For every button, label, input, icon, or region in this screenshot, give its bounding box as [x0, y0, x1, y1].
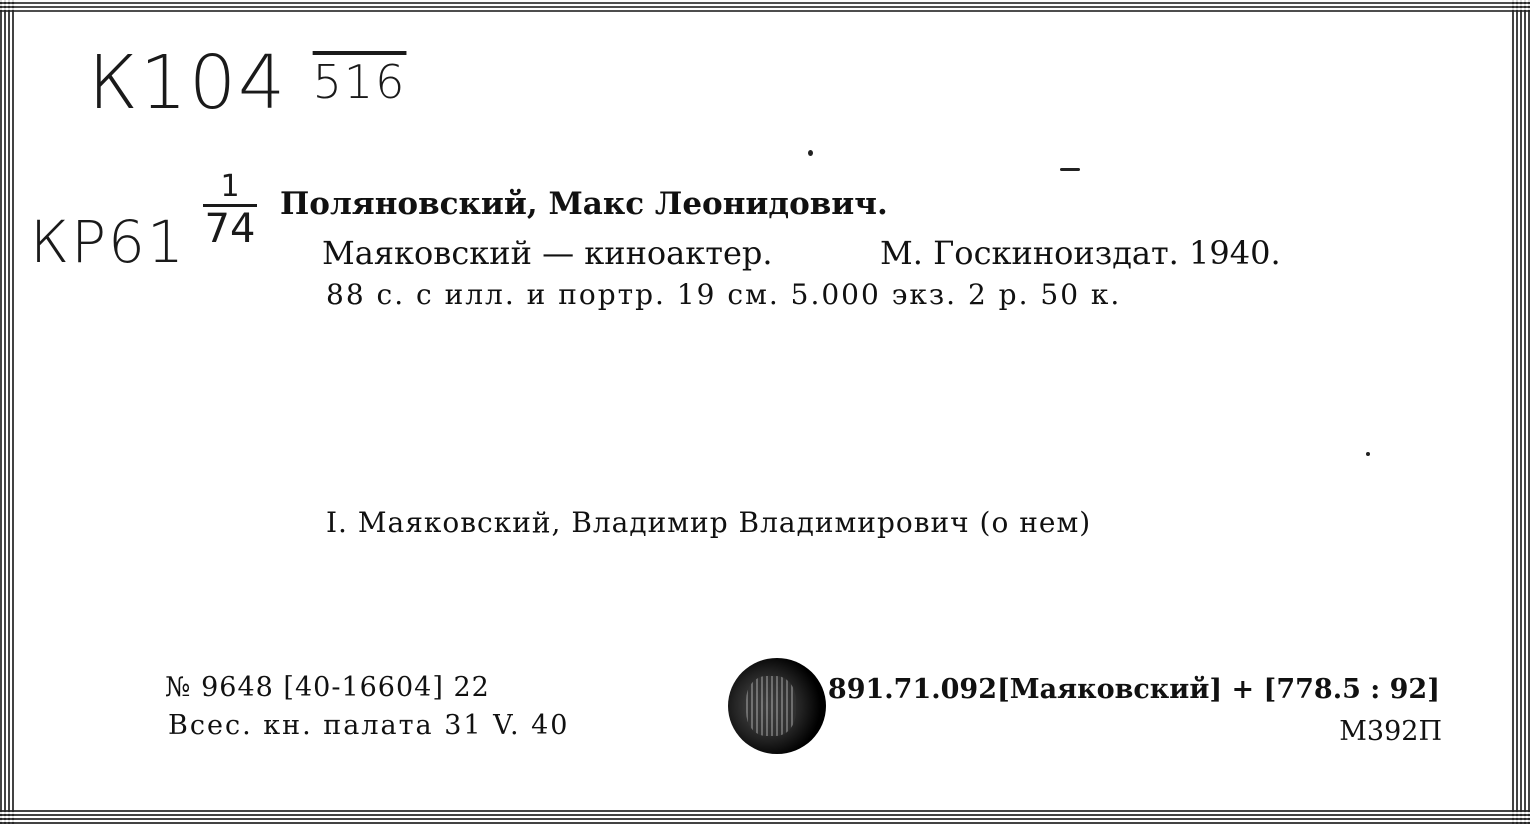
handwritten-call-number-1 — [88, 40, 406, 126]
scan-speck — [808, 150, 813, 156]
fraction-numerator: 1 — [220, 169, 240, 204]
punch-hole — [728, 658, 826, 754]
call-number-1-main: К104 — [88, 40, 288, 126]
author-heading: Поляновский, Макс Леонидович. — [280, 186, 888, 222]
author-code: М392П — [1339, 716, 1442, 747]
scan-speck — [1060, 168, 1080, 171]
scan-edge-top — [0, 0, 1530, 12]
book-title: Маяковский — киноактер. — [322, 234, 773, 272]
imprint: М. Госкиноиздат. 1940. — [880, 234, 1281, 272]
handwritten-fraction — [195, 169, 265, 252]
subject-heading: I. Маяковский, Владимир Владимирович (о нем) — [326, 506, 1092, 539]
call-number-1-sup: 516 — [312, 55, 407, 109]
classification-code: 891.71.092[Маяковский] + [778.5 : 92] — [827, 674, 1440, 705]
book-chamber-note: Всес. кн. палата 31 V. 40 — [168, 710, 570, 741]
scan-edge-right — [1512, 0, 1530, 824]
scan-edge-left — [0, 0, 16, 824]
catalog-number: № 9648 [40-16604] 22 — [165, 672, 490, 703]
scan-edge-bottom — [0, 810, 1530, 824]
physical-description: 88 с. с илл. и портр. 19 см. 5.000 экз. 2 р. 50 к. — [326, 278, 1122, 311]
handwritten-call-number-2: КР61 — [30, 208, 186, 276]
fraction-denominator: 74 — [204, 206, 256, 252]
scan-speck — [1366, 452, 1370, 456]
